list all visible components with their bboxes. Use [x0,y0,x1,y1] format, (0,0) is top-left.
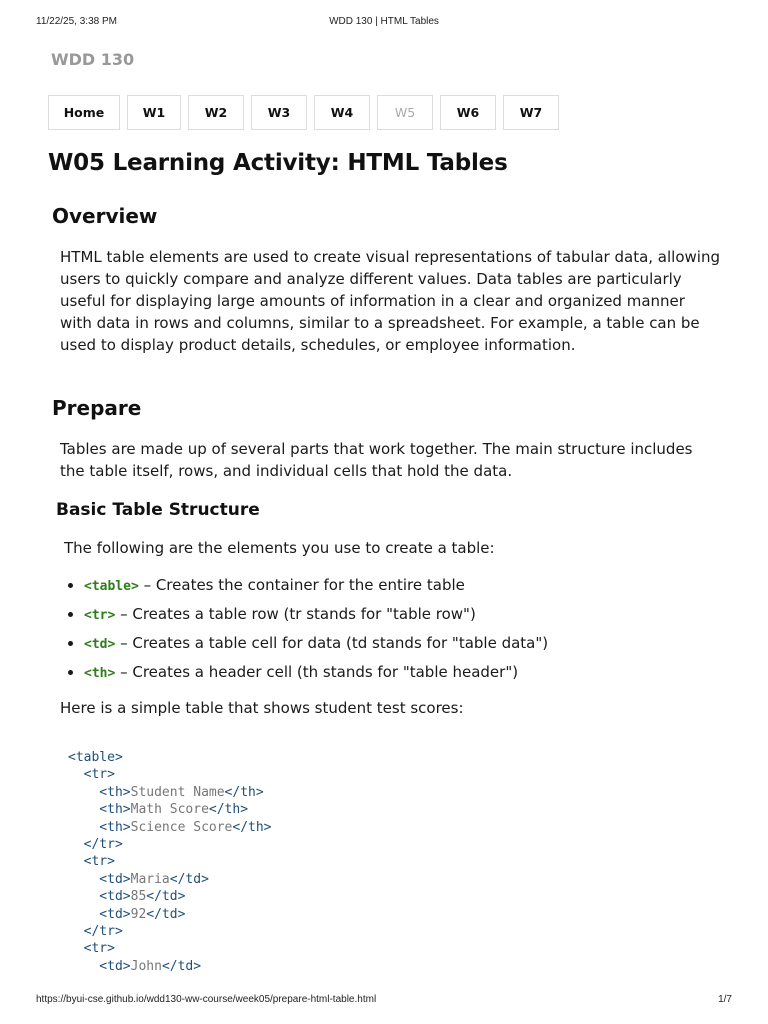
code-tag: <td> [84,637,116,652]
list-item-desc: – Creates a header cell (th stands for "table header") [115,663,519,681]
list-item [84,572,548,601]
code-example [68,749,272,975]
list-item-desc: – Creates the container for the entire table [138,576,465,594]
nav-home[interactable]: Home [48,95,120,130]
list-item-desc: – Creates a table cell for data (td stands for "table data") [115,634,549,652]
code-tag: <table> [84,579,139,594]
nav-w1[interactable]: W1 [127,95,181,130]
code-line-close: </td> [146,889,186,905]
code-line-text: Science Score [130,819,233,835]
nav-w3[interactable]: W3 [251,95,307,130]
code-line: <table> [68,750,123,765]
print-title: WDD 130 | HTML Tables [329,16,439,27]
code-line: <tr> [68,767,115,783]
prepare-paragraph: Tables are made up of several parts that work together. The main structure includes the table itself, rows, and individual cells that hold the data. [60,440,693,480]
list-item-desc: – Creates a table row (tr stands for "table row") [115,605,476,623]
code-line-text: 92 [130,906,147,922]
code-line-close: </th> [208,802,249,818]
example-intro: Here is a simple table that shows student test scores: [60,699,464,717]
print-header [36,16,732,30]
print-page-number: 1/7 [718,994,732,1005]
code-line-close: </th> [224,784,264,800]
code-line-open: <td> [68,889,131,905]
list-item [84,630,548,659]
code-line-open: <th> [68,819,131,835]
code-line: <tr> [68,941,115,957]
page-title: W05 Learning Activity: HTML Tables [48,150,508,176]
code-line-text: Student Name [130,784,225,800]
list-item [84,601,548,630]
code-line-close: </td> [146,906,186,922]
nav-w2[interactable]: W2 [188,95,244,130]
structure-intro: The following are the elements you use to create a table: [64,539,495,557]
print-url[interactable]: https://byui-cse.github.io/wdd130-ww-course/week05/prepare-html-table.html [36,994,377,1005]
nav-w6[interactable]: W6 [440,95,496,130]
code-line-open: <th> [68,802,131,818]
code-line-close: </td> [169,871,209,887]
code-line-close: </td> [161,958,202,974]
overview-heading: Overview [52,204,158,228]
print-date: 11/22/25, 3:38 PM [36,16,117,27]
code-line: <tr> [68,854,115,870]
code-line-close: </th> [232,819,272,835]
structure-heading: Basic Table Structure [56,500,260,520]
code-line-text: Math Score [130,802,209,818]
week-nav [48,95,566,130]
code-line-text: Maria [130,871,170,887]
list-item [84,659,548,688]
nav-w7[interactable]: W7 [503,95,559,130]
code-line: </tr> [68,924,123,940]
code-line-open: <td> [68,871,131,887]
code-tag: <tr> [84,608,116,623]
code-line-open: <td> [68,906,131,922]
prepare-heading: Prepare [52,396,142,420]
code-line-open: <td> [68,958,131,974]
code-line-text: John [130,958,162,974]
code-tag: <th> [84,666,116,681]
code-line-open: <th> [68,784,131,800]
site-name[interactable]: WDD 130 [51,50,135,69]
element-list [62,572,548,688]
nav-w5-current[interactable]: W5 [377,95,433,130]
code-line-text: 85 [130,889,147,905]
code-line: </tr> [68,837,123,853]
nav-w4[interactable]: W4 [314,95,370,130]
overview-paragraph: HTML table elements are used to create visual representations of tabular data, allowing users to quickly compare and analyze different values. Data tables are particularly useful for displaying large amounts of information in a clear and organized manner with data in rows and columns, similar to a spreadsheet. For example, a table can be used to display product details, schedules, or employee information. [60,248,720,354]
